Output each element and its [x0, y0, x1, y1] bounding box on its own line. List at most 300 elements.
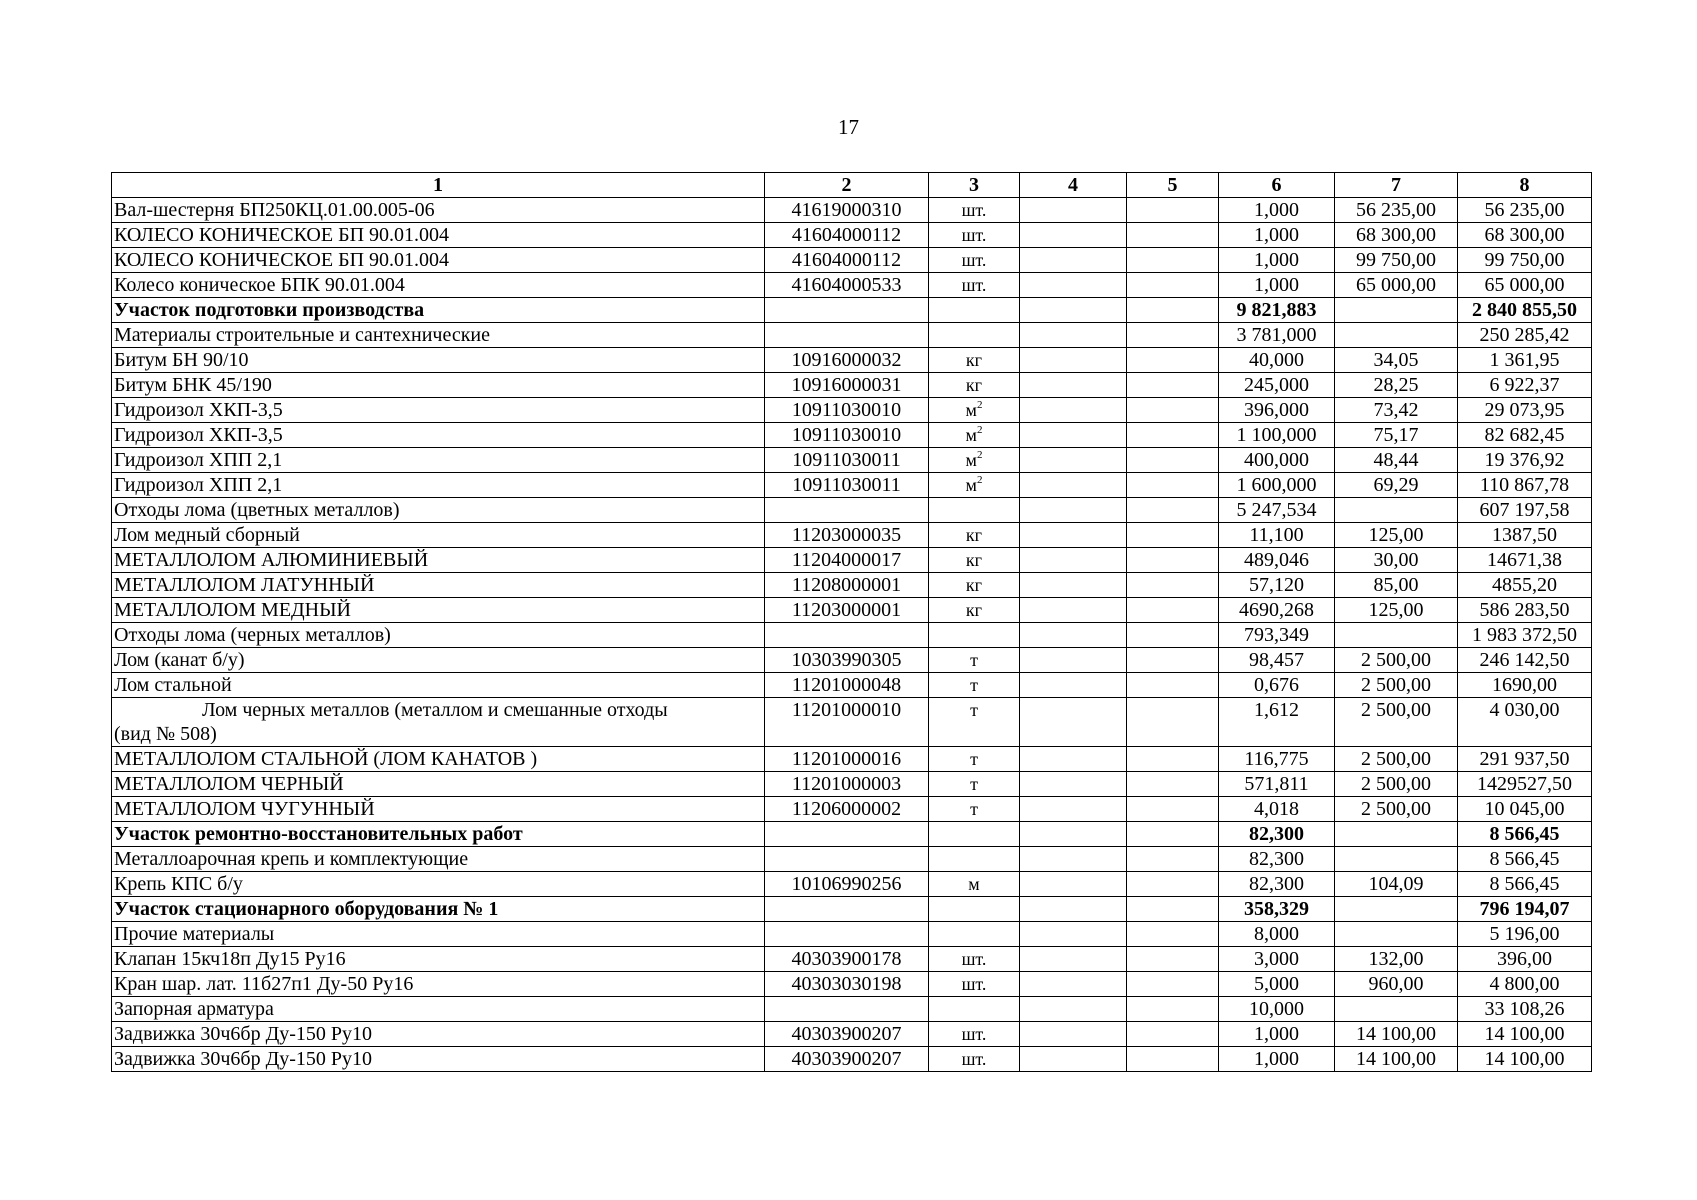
col4-cell	[1020, 698, 1127, 747]
group-row	[112, 922, 1592, 947]
unit-text: кг	[965, 600, 983, 620]
sum-cell: 5 196,00	[1458, 922, 1592, 947]
item-name-cell: Битум БНК 45/190	[112, 373, 765, 398]
item-name-cell: Материалы строительные и сантехнические	[112, 323, 765, 348]
item-name-cell: КОЛЕСО КОНИЧЕСКОЕ БП 90.01.004	[112, 223, 765, 248]
col5-cell	[1127, 997, 1219, 1022]
unit-text: шт.	[961, 200, 987, 220]
col5-cell	[1127, 448, 1219, 473]
col5-cell	[1127, 298, 1219, 323]
col4-cell	[1020, 348, 1127, 373]
item-code-cell: 40303900207	[765, 1022, 929, 1047]
unit-cell	[929, 997, 1020, 1022]
unit-cell	[929, 598, 1020, 623]
quantity-cell: 98,457	[1219, 648, 1335, 673]
sum-cell: 586 283,50	[1458, 598, 1592, 623]
item-name-cell: Участок ремонтно-восстановительных работ	[112, 822, 765, 847]
price-cell: 48,44	[1335, 448, 1458, 473]
item-code-cell	[765, 498, 929, 523]
col4-cell	[1020, 198, 1127, 223]
item-name-line-2: (вид № 508)	[114, 723, 217, 745]
sum-cell: 796 194,07	[1458, 897, 1592, 922]
unit-text: шт.	[961, 225, 987, 245]
col-header-5: 5	[1127, 173, 1219, 198]
col4-cell	[1020, 648, 1127, 673]
table-row	[112, 772, 1592, 797]
sum-cell: 1429527,50	[1458, 772, 1592, 797]
item-name-cell: Гидроизол ХКП-3,5	[112, 398, 765, 423]
quantity-cell: 4690,268	[1219, 598, 1335, 623]
unit-cell	[929, 448, 1020, 473]
table-row	[112, 198, 1592, 223]
item-name-cell: Лом стальной	[112, 673, 765, 698]
unit-text: т	[970, 675, 978, 695]
table-row	[112, 348, 1592, 373]
section-row	[112, 897, 1592, 922]
quantity-cell: 400,000	[1219, 448, 1335, 473]
item-code-cell	[765, 997, 929, 1022]
item-code-cell: 11204000017	[765, 548, 929, 573]
quantity-cell: 396,000	[1219, 398, 1335, 423]
unit-cell	[929, 698, 1020, 747]
item-code-cell	[765, 897, 929, 922]
quantity-cell: 11,100	[1219, 523, 1335, 548]
price-cell: 960,00	[1335, 972, 1458, 997]
unit-cell	[929, 248, 1020, 273]
sum-cell: 1 983 372,50	[1458, 623, 1592, 648]
col4-cell	[1020, 822, 1127, 847]
col4-cell	[1020, 423, 1127, 448]
col4-cell	[1020, 598, 1127, 623]
unit-cell	[929, 473, 1020, 498]
col5-cell	[1127, 922, 1219, 947]
table-row	[112, 1022, 1592, 1047]
sum-cell: 1 361,95	[1458, 348, 1592, 373]
quantity-cell: 571,811	[1219, 772, 1335, 797]
item-name-cell: Крепь КПС б/у	[112, 872, 765, 897]
table-row	[112, 573, 1592, 598]
sum-cell: 607 197,58	[1458, 498, 1592, 523]
column-number-header	[112, 173, 1592, 198]
col4-cell	[1020, 523, 1127, 548]
col5-cell	[1127, 473, 1219, 498]
sum-cell: 8 566,45	[1458, 822, 1592, 847]
quantity-cell: 1,000	[1219, 223, 1335, 248]
item-code-cell: 10916000032	[765, 348, 929, 373]
unit-cell	[929, 523, 1020, 548]
table-row	[112, 972, 1592, 997]
col4-cell	[1020, 223, 1127, 248]
col4-cell	[1020, 473, 1127, 498]
unit-text: кг	[965, 550, 983, 570]
item-name-cell: Участок подготовки производства	[112, 298, 765, 323]
table-row	[112, 1047, 1592, 1072]
col4-cell	[1020, 548, 1127, 573]
unit-cell	[929, 348, 1020, 373]
price-cell: 2 500,00	[1335, 698, 1458, 747]
quantity-cell: 57,120	[1219, 573, 1335, 598]
price-cell	[1335, 498, 1458, 523]
item-name-cell: Вал-шестерня БП250КЦ.01.00.005-06	[112, 198, 765, 223]
price-cell: 68 300,00	[1335, 223, 1458, 248]
table-row	[112, 747, 1592, 772]
unit-cell	[929, 198, 1020, 223]
col-header-8: 8	[1458, 173, 1592, 198]
col4-cell	[1020, 922, 1127, 947]
col5-cell	[1127, 373, 1219, 398]
item-code-cell	[765, 623, 929, 648]
sum-cell: 29 073,95	[1458, 398, 1592, 423]
unit-cell	[929, 373, 1020, 398]
col5-cell	[1127, 847, 1219, 872]
item-name-cell: Задвижка 30ч6бр Ду-150 Ру10	[112, 1022, 765, 1047]
col4-cell	[1020, 772, 1127, 797]
col4-cell	[1020, 298, 1127, 323]
col4-cell	[1020, 398, 1127, 423]
item-name-cell: Битум БН 90/10	[112, 348, 765, 373]
quantity-cell: 4,018	[1219, 797, 1335, 822]
sum-cell: 33 108,26	[1458, 997, 1592, 1022]
section-row	[112, 822, 1592, 847]
unit-text: т	[970, 749, 978, 769]
price-cell: 2 500,00	[1335, 772, 1458, 797]
item-code-cell	[765, 323, 929, 348]
sum-cell: 65 000,00	[1458, 273, 1592, 298]
col5-cell	[1127, 323, 1219, 348]
price-cell: 14 100,00	[1335, 1047, 1458, 1072]
item-code-cell: 11203000035	[765, 523, 929, 548]
sum-cell: 6 922,37	[1458, 373, 1592, 398]
sum-cell: 8 566,45	[1458, 872, 1592, 897]
quantity-cell: 1,000	[1219, 1022, 1335, 1047]
col-header-7: 7	[1335, 173, 1458, 198]
col5-cell	[1127, 198, 1219, 223]
sum-cell: 110 867,78	[1458, 473, 1592, 498]
quantity-cell: 82,300	[1219, 822, 1335, 847]
quantity-cell: 3 781,000	[1219, 323, 1335, 348]
item-code-cell: 41604000112	[765, 223, 929, 248]
item-code-cell: 41604000112	[765, 248, 929, 273]
item-code-cell: 40303030198	[765, 972, 929, 997]
item-name-cell: Клапан 15кч18п Ду15 Ру16	[112, 947, 765, 972]
group-row	[112, 323, 1592, 348]
sum-cell: 99 750,00	[1458, 248, 1592, 273]
price-cell: 28,25	[1335, 373, 1458, 398]
item-name-cell: Кран шар. лат. 11б27п1 Ду-50 Ру16	[112, 972, 765, 997]
col5-cell	[1127, 797, 1219, 822]
table-row	[112, 598, 1592, 623]
unit-text: м	[965, 400, 977, 420]
table-row	[112, 698, 1592, 747]
price-cell	[1335, 623, 1458, 648]
unit-text: т	[970, 774, 978, 794]
sum-cell: 4 800,00	[1458, 972, 1592, 997]
item-code-cell: 11206000002	[765, 797, 929, 822]
col-header-4: 4	[1020, 173, 1127, 198]
table-row	[112, 473, 1592, 498]
unit-cell	[929, 922, 1020, 947]
col5-cell	[1127, 348, 1219, 373]
table-row	[112, 223, 1592, 248]
price-cell: 2 500,00	[1335, 797, 1458, 822]
unit-superscript: 2	[976, 399, 983, 411]
col5-cell	[1127, 822, 1219, 847]
price-cell: 69,29	[1335, 473, 1458, 498]
col4-cell	[1020, 323, 1127, 348]
price-cell: 65 000,00	[1335, 273, 1458, 298]
item-name-cell: Задвижка 30ч6бр Ду-150 Ру10	[112, 1047, 765, 1072]
unit-text: шт.	[961, 974, 987, 994]
col4-cell	[1020, 872, 1127, 897]
table-row	[112, 548, 1592, 573]
table-row	[112, 872, 1592, 897]
sum-cell: 4855,20	[1458, 573, 1592, 598]
item-code-cell: 10911030011	[765, 448, 929, 473]
unit-cell	[929, 797, 1020, 822]
quantity-cell: 1,612	[1219, 698, 1335, 747]
col5-cell	[1127, 648, 1219, 673]
unit-cell	[929, 947, 1020, 972]
col5-cell	[1127, 1047, 1219, 1072]
sum-cell: 56 235,00	[1458, 198, 1592, 223]
table-row	[112, 673, 1592, 698]
item-code-cell	[765, 847, 929, 872]
col5-cell	[1127, 548, 1219, 573]
col4-cell	[1020, 1047, 1127, 1072]
quantity-cell: 1 600,000	[1219, 473, 1335, 498]
col4-cell	[1020, 498, 1127, 523]
group-row	[112, 847, 1592, 872]
item-name-cell: МЕТАЛЛОЛОМ ЧУГУННЫЙ	[112, 797, 765, 822]
item-name-cell: Участок стационарного оборудования № 1	[112, 897, 765, 922]
sum-cell: 246 142,50	[1458, 648, 1592, 673]
unit-text: кг	[965, 350, 983, 370]
col5-cell	[1127, 1022, 1219, 1047]
table-row	[112, 947, 1592, 972]
col5-cell	[1127, 248, 1219, 273]
quantity-cell: 8,000	[1219, 922, 1335, 947]
sum-cell: 14 100,00	[1458, 1022, 1592, 1047]
unit-text: кг	[965, 375, 983, 395]
sum-cell: 82 682,45	[1458, 423, 1592, 448]
price-cell: 75,17	[1335, 423, 1458, 448]
unit-text: т	[970, 799, 978, 819]
item-name-cell	[112, 698, 765, 747]
item-code-cell: 10916000031	[765, 373, 929, 398]
item-code-cell: 10106990256	[765, 872, 929, 897]
price-cell	[1335, 323, 1458, 348]
price-cell: 34,05	[1335, 348, 1458, 373]
col5-cell	[1127, 972, 1219, 997]
item-code-cell: 10911030010	[765, 423, 929, 448]
sum-cell: 4 030,00	[1458, 698, 1592, 747]
unit-cell	[929, 423, 1020, 448]
table-row	[112, 648, 1592, 673]
unit-cell	[929, 223, 1020, 248]
col5-cell	[1127, 673, 1219, 698]
price-cell: 104,09	[1335, 872, 1458, 897]
item-code-cell: 11201000003	[765, 772, 929, 797]
item-code-cell: 40303900207	[765, 1047, 929, 1072]
unit-cell	[929, 747, 1020, 772]
price-cell: 2 500,00	[1335, 648, 1458, 673]
item-name-cell: Лом (канат б/у)	[112, 648, 765, 673]
table-row	[112, 797, 1592, 822]
col5-cell	[1127, 872, 1219, 897]
item-code-cell: 11208000001	[765, 573, 929, 598]
unit-cell	[929, 673, 1020, 698]
unit-cell	[929, 398, 1020, 423]
item-name-cell: МЕТАЛЛОЛОМ СТАЛЬНОЙ (ЛОМ КАНАТОВ )	[112, 747, 765, 772]
unit-superscript: 2	[976, 449, 983, 461]
quantity-cell: 0,676	[1219, 673, 1335, 698]
unit-text: т	[970, 650, 978, 670]
item-code-cell: 10911030011	[765, 473, 929, 498]
col5-cell	[1127, 897, 1219, 922]
quantity-cell: 5 247,534	[1219, 498, 1335, 523]
price-cell: 2 500,00	[1335, 673, 1458, 698]
item-name-cell: Запорная арматура	[112, 997, 765, 1022]
quantity-cell: 245,000	[1219, 373, 1335, 398]
col4-cell	[1020, 972, 1127, 997]
table-row	[112, 423, 1592, 448]
price-cell	[1335, 822, 1458, 847]
unit-superscript: 2	[976, 474, 983, 486]
col4-cell	[1020, 847, 1127, 872]
unit-text: м	[965, 425, 977, 445]
col-header-2: 2	[765, 173, 929, 198]
item-code-cell: 11201000048	[765, 673, 929, 698]
item-code-cell: 40303900178	[765, 947, 929, 972]
col4-cell	[1020, 673, 1127, 698]
unit-text: т	[970, 700, 978, 720]
unit-cell	[929, 648, 1020, 673]
table-row	[112, 248, 1592, 273]
col4-cell	[1020, 248, 1127, 273]
unit-cell	[929, 1022, 1020, 1047]
item-name-cell: Отходы лома (цветных металлов)	[112, 498, 765, 523]
quantity-cell: 1,000	[1219, 1047, 1335, 1072]
quantity-cell: 5,000	[1219, 972, 1335, 997]
col5-cell	[1127, 623, 1219, 648]
price-cell: 85,00	[1335, 573, 1458, 598]
page-number: 17	[838, 115, 859, 139]
item-name-cell: МЕТАЛЛОЛОМ МЕДНЫЙ	[112, 598, 765, 623]
unit-superscript: 2	[976, 424, 983, 436]
group-row	[112, 498, 1592, 523]
quantity-cell: 82,300	[1219, 847, 1335, 872]
price-cell	[1335, 847, 1458, 872]
sum-cell: 250 285,42	[1458, 323, 1592, 348]
quantity-cell: 358,329	[1219, 897, 1335, 922]
col-header-3: 3	[929, 173, 1020, 198]
quantity-cell: 1 100,000	[1219, 423, 1335, 448]
quantity-cell: 40,000	[1219, 348, 1335, 373]
price-cell: 125,00	[1335, 598, 1458, 623]
quantity-cell: 10,000	[1219, 997, 1335, 1022]
section-row	[112, 298, 1592, 323]
price-cell: 56 235,00	[1335, 198, 1458, 223]
col5-cell	[1127, 772, 1219, 797]
quantity-cell: 82,300	[1219, 872, 1335, 897]
item-code-cell: 10303990305	[765, 648, 929, 673]
table-row	[112, 398, 1592, 423]
materials-table	[111, 172, 1592, 1072]
group-row	[112, 623, 1592, 648]
quantity-cell: 1,000	[1219, 273, 1335, 298]
unit-text: кг	[965, 525, 983, 545]
col5-cell	[1127, 273, 1219, 298]
unit-text: м	[965, 450, 977, 470]
col4-cell	[1020, 747, 1127, 772]
item-code-cell	[765, 822, 929, 847]
item-name-cell: МЕТАЛЛОЛОМ ЛАТУННЫЙ	[112, 573, 765, 598]
table-body	[112, 198, 1592, 1072]
item-name-cell: Лом медный сборный	[112, 523, 765, 548]
col4-cell	[1020, 1022, 1127, 1047]
quantity-cell: 116,775	[1219, 747, 1335, 772]
unit-cell	[929, 1047, 1020, 1072]
sum-cell: 1690,00	[1458, 673, 1592, 698]
sum-cell: 19 376,92	[1458, 448, 1592, 473]
col-header-1: 1	[112, 173, 765, 198]
price-cell: 14 100,00	[1335, 1022, 1458, 1047]
unit-cell	[929, 548, 1020, 573]
sum-cell: 8 566,45	[1458, 847, 1592, 872]
item-name-cell: МЕТАЛЛОЛОМ ЧЕРНЫЙ	[112, 772, 765, 797]
item-name-cell: Гидроизол ХПП 2,1	[112, 448, 765, 473]
unit-cell	[929, 897, 1020, 922]
item-name-line-1: Лом черных металлов (металлом и смешанные отходы	[202, 699, 668, 721]
sum-cell: 291 937,50	[1458, 747, 1592, 772]
unit-cell	[929, 847, 1020, 872]
item-code-cell: 11201000016	[765, 747, 929, 772]
col5-cell	[1127, 423, 1219, 448]
table-row	[112, 523, 1592, 548]
col4-cell	[1020, 897, 1127, 922]
price-cell: 132,00	[1335, 947, 1458, 972]
sum-cell: 68 300,00	[1458, 223, 1592, 248]
quantity-cell: 489,046	[1219, 548, 1335, 573]
unit-text: кг	[965, 575, 983, 595]
unit-text: шт.	[961, 1049, 987, 1069]
col4-cell	[1020, 623, 1127, 648]
table-row	[112, 448, 1592, 473]
price-cell: 30,00	[1335, 548, 1458, 573]
col4-cell	[1020, 997, 1127, 1022]
sum-cell: 2 840 855,50	[1458, 298, 1592, 323]
item-name-cell: Металлоарочная крепь и комплектующие	[112, 847, 765, 872]
table-row	[112, 373, 1592, 398]
col4-cell	[1020, 573, 1127, 598]
col5-cell	[1127, 398, 1219, 423]
item-name-cell: МЕТАЛЛОЛОМ АЛЮМИНИЕВЫЙ	[112, 548, 765, 573]
item-name-cell: КОЛЕСО КОНИЧЕСКОЕ БП 90.01.004	[112, 248, 765, 273]
unit-cell	[929, 822, 1020, 847]
unit-cell	[929, 772, 1020, 797]
item-name-cell: Колесо коническое БПК 90.01.004	[112, 273, 765, 298]
item-code-cell	[765, 922, 929, 947]
item-name-cell: Гидроизол ХПП 2,1	[112, 473, 765, 498]
item-code-cell: 10911030010	[765, 398, 929, 423]
price-cell: 2 500,00	[1335, 747, 1458, 772]
unit-text: шт.	[961, 275, 987, 295]
col4-cell	[1020, 797, 1127, 822]
unit-cell	[929, 872, 1020, 897]
group-row	[112, 997, 1592, 1022]
sum-cell: 14671,38	[1458, 548, 1592, 573]
unit-cell	[929, 323, 1020, 348]
